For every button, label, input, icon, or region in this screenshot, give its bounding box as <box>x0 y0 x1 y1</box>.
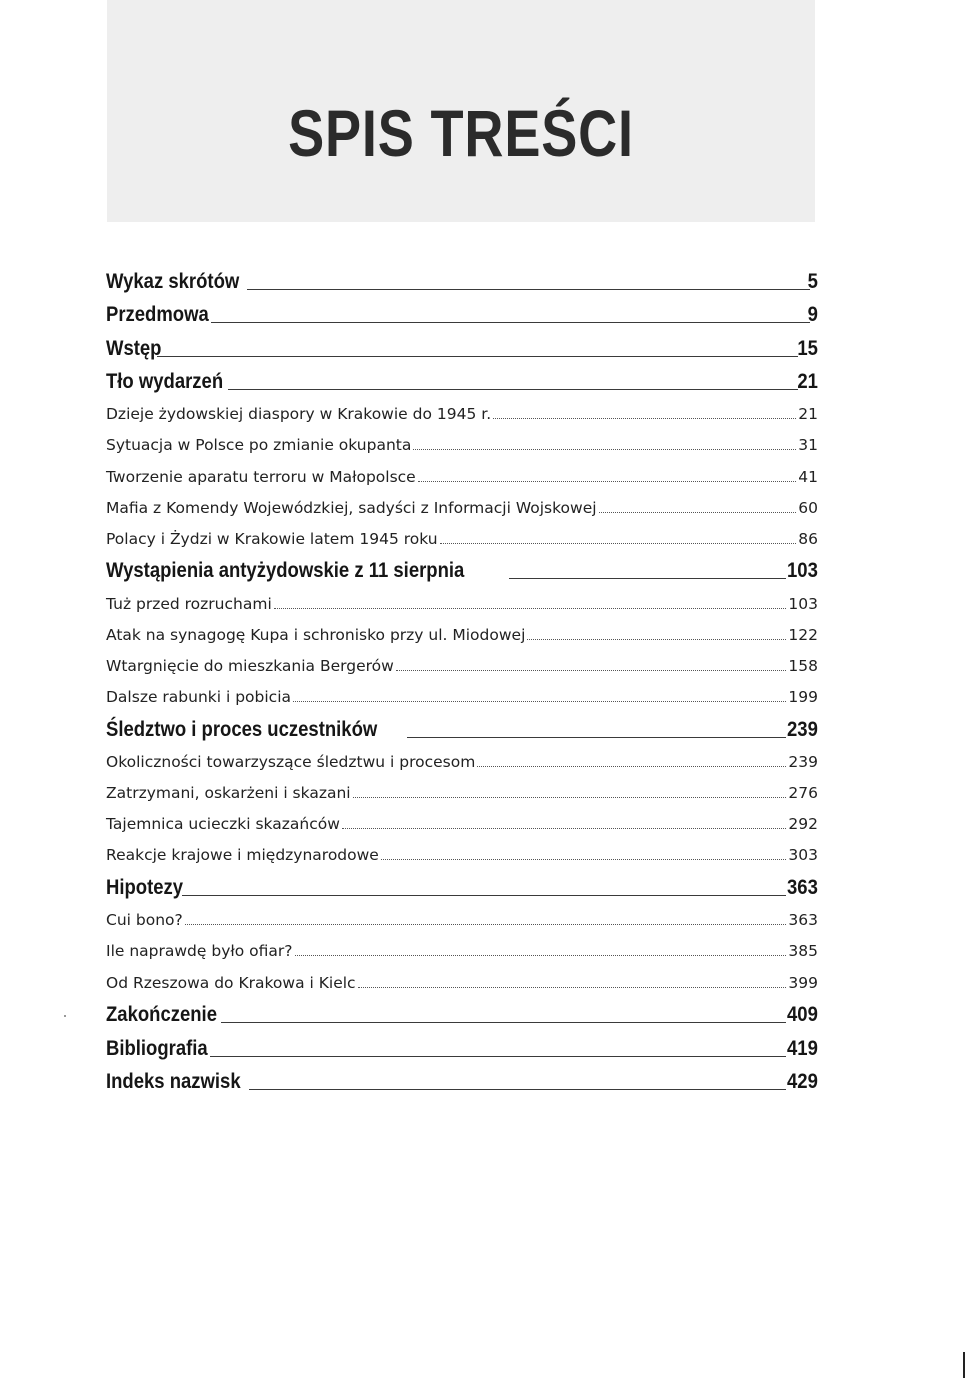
toc-section-entry <box>106 491 818 522</box>
toc-entry-title: Indeks nazwisk <box>106 1069 241 1093</box>
toc-chapter-entry <box>106 364 818 398</box>
toc-page-number: 21 <box>798 405 818 424</box>
toc-entry-title: Od Rzeszowa do Krakowa i Kielc <box>106 973 356 992</box>
scan-artifact <box>64 1015 66 1017</box>
toc-chapter-entry <box>106 297 818 331</box>
toc-chapter-entry <box>106 1064 818 1098</box>
toc-chapter-entry <box>106 711 818 745</box>
toc-page-number: 419 <box>787 1035 818 1060</box>
toc-section-entry <box>106 459 818 490</box>
toc-entry-title: Tajemnica ucieczki skazańców <box>106 815 340 834</box>
dot-leader <box>477 766 786 767</box>
toc-section-entry <box>106 934 818 965</box>
dot-leader <box>413 449 796 450</box>
toc-entry-title: Mafia z Komendy Wojewódzkiej, sadyści z Informacji Wojskowej <box>106 498 597 517</box>
toc-page-number: 303 <box>788 846 818 865</box>
toc-entry-title: Tło wydarzeń <box>106 369 224 393</box>
toc-entry-title: Wtargnięcie do mieszkania Bergerów <box>106 657 394 675</box>
toc-page-number: 122 <box>788 625 818 644</box>
toc-entry-title: Tworzenie aparatu terroru w Małopolsce <box>106 467 416 486</box>
toc-section-entry <box>106 903 818 934</box>
toc-page-number: 60 <box>798 498 818 517</box>
toc-page-number: 363 <box>788 911 818 930</box>
toc-page-number: 21 <box>797 369 818 393</box>
toc-entry-title: Reakcje krajowe i międzynarodowe <box>106 846 379 865</box>
dot-leader <box>396 670 787 671</box>
dot-leader <box>407 737 786 738</box>
toc-entry-title: Sytuacja w Polsce po zmianie okupanta <box>106 436 412 455</box>
toc-page-number: 292 <box>788 815 818 834</box>
scan-edge-mark <box>963 1352 965 1378</box>
toc-section-entry <box>106 397 818 428</box>
toc-section-entry <box>106 428 818 459</box>
dot-leader <box>599 512 797 513</box>
dot-leader <box>211 322 810 323</box>
page-title: SPIS TREŚCI <box>288 96 634 170</box>
toc-section-entry <box>106 618 818 649</box>
dot-leader <box>295 955 787 956</box>
toc-entry-title: Przedmowa <box>106 302 209 326</box>
toc-page-number: 9 <box>807 302 818 326</box>
toc-entry-title: Atak na synagogę Kupa i schronisko przy ul. Miodowej <box>106 625 526 644</box>
toc-entry-title: Wstęp <box>106 335 162 360</box>
dot-leader <box>527 639 786 640</box>
dot-leader <box>247 289 810 290</box>
toc-page-number: 41 <box>798 467 818 486</box>
toc-page-number: 199 <box>788 688 818 707</box>
dot-leader <box>228 389 798 390</box>
toc-section-entry <box>106 807 818 838</box>
toc-entry-title: Śledztwo i proces uczestników <box>106 716 378 741</box>
toc-section-entry <box>106 745 818 776</box>
toc-entry-title: Dalsze rabunki i pobicia <box>106 688 292 707</box>
toc-section-entry <box>106 776 818 807</box>
toc-page-number: 239 <box>788 752 818 771</box>
toc-page-number: 399 <box>788 973 818 992</box>
toc-section-entry <box>106 586 818 617</box>
dot-leader <box>493 418 796 419</box>
dot-leader <box>353 797 787 798</box>
table-of-contents <box>106 263 818 1097</box>
toc-page-number: 409 <box>787 1002 818 1026</box>
toc-chapter-entry <box>106 553 818 587</box>
toc-entry-title: Zatrzymani, oskarżeni i skazani <box>106 784 351 803</box>
dot-leader <box>293 701 786 702</box>
dot-leader <box>221 1022 786 1023</box>
toc-page-number: 363 <box>787 874 818 899</box>
dot-leader <box>210 1056 786 1057</box>
toc-page-number: 276 <box>788 784 818 803</box>
dot-leader <box>509 578 786 579</box>
toc-page-number: 15 <box>797 335 818 360</box>
dot-leader <box>440 543 797 544</box>
dot-leader <box>274 608 787 609</box>
toc-page-number: 5 <box>807 268 818 293</box>
toc-section-entry <box>106 965 818 996</box>
toc-entry-title: Ile naprawdę było ofiar? <box>106 942 293 961</box>
dot-leader <box>157 356 799 357</box>
dot-leader <box>342 828 787 829</box>
toc-entry-title: Wykaz skrótów <box>106 268 240 293</box>
dot-leader <box>249 1089 787 1090</box>
toc-section-entry <box>106 522 818 553</box>
toc-entry-title: Polacy i Żydzi w Krakowie latem 1945 roku <box>106 529 438 548</box>
toc-entry-title: Wystąpienia antyżydowskie z 11 sierpnia <box>106 558 465 583</box>
dot-leader <box>418 481 797 482</box>
toc-entry-title: Hipotezy <box>106 874 184 899</box>
toc-page-number: 86 <box>798 529 818 548</box>
toc-page-number: 429 <box>787 1069 818 1093</box>
toc-entry-title: Zakończenie <box>106 1002 217 1026</box>
toc-chapter-entry <box>106 997 818 1031</box>
toc-page-number: 158 <box>788 657 818 675</box>
toc-page-number: 31 <box>798 436 818 455</box>
toc-chapter-entry <box>106 869 818 903</box>
toc-entry-title: Bibliografia <box>106 1035 208 1060</box>
toc-entry-title: Dzieje żydowskiej diaspory w Krakowie do 1945 r. <box>106 405 492 424</box>
toc-section-entry <box>106 838 818 869</box>
toc-entry-title: Cui bono? <box>106 911 183 930</box>
dot-leader <box>185 924 787 925</box>
toc-page-number: 385 <box>788 942 818 961</box>
toc-entry-title: Tuż przed rozruchami <box>106 594 272 613</box>
dot-leader <box>358 987 787 988</box>
toc-page-number: 239 <box>787 716 818 741</box>
toc-chapter-entry <box>106 263 818 297</box>
toc-page-number: 103 <box>788 594 818 613</box>
toc-entry-title: Okoliczności towarzyszące śledztwu i procesom <box>106 752 476 771</box>
toc-chapter-entry <box>106 330 818 364</box>
dot-leader <box>182 895 787 896</box>
title-band <box>107 0 815 222</box>
dot-leader <box>381 859 787 860</box>
toc-section-entry <box>106 649 818 680</box>
toc-page-number: 103 <box>787 558 818 583</box>
toc-chapter-entry <box>106 1030 818 1064</box>
toc-section-entry <box>106 680 818 711</box>
